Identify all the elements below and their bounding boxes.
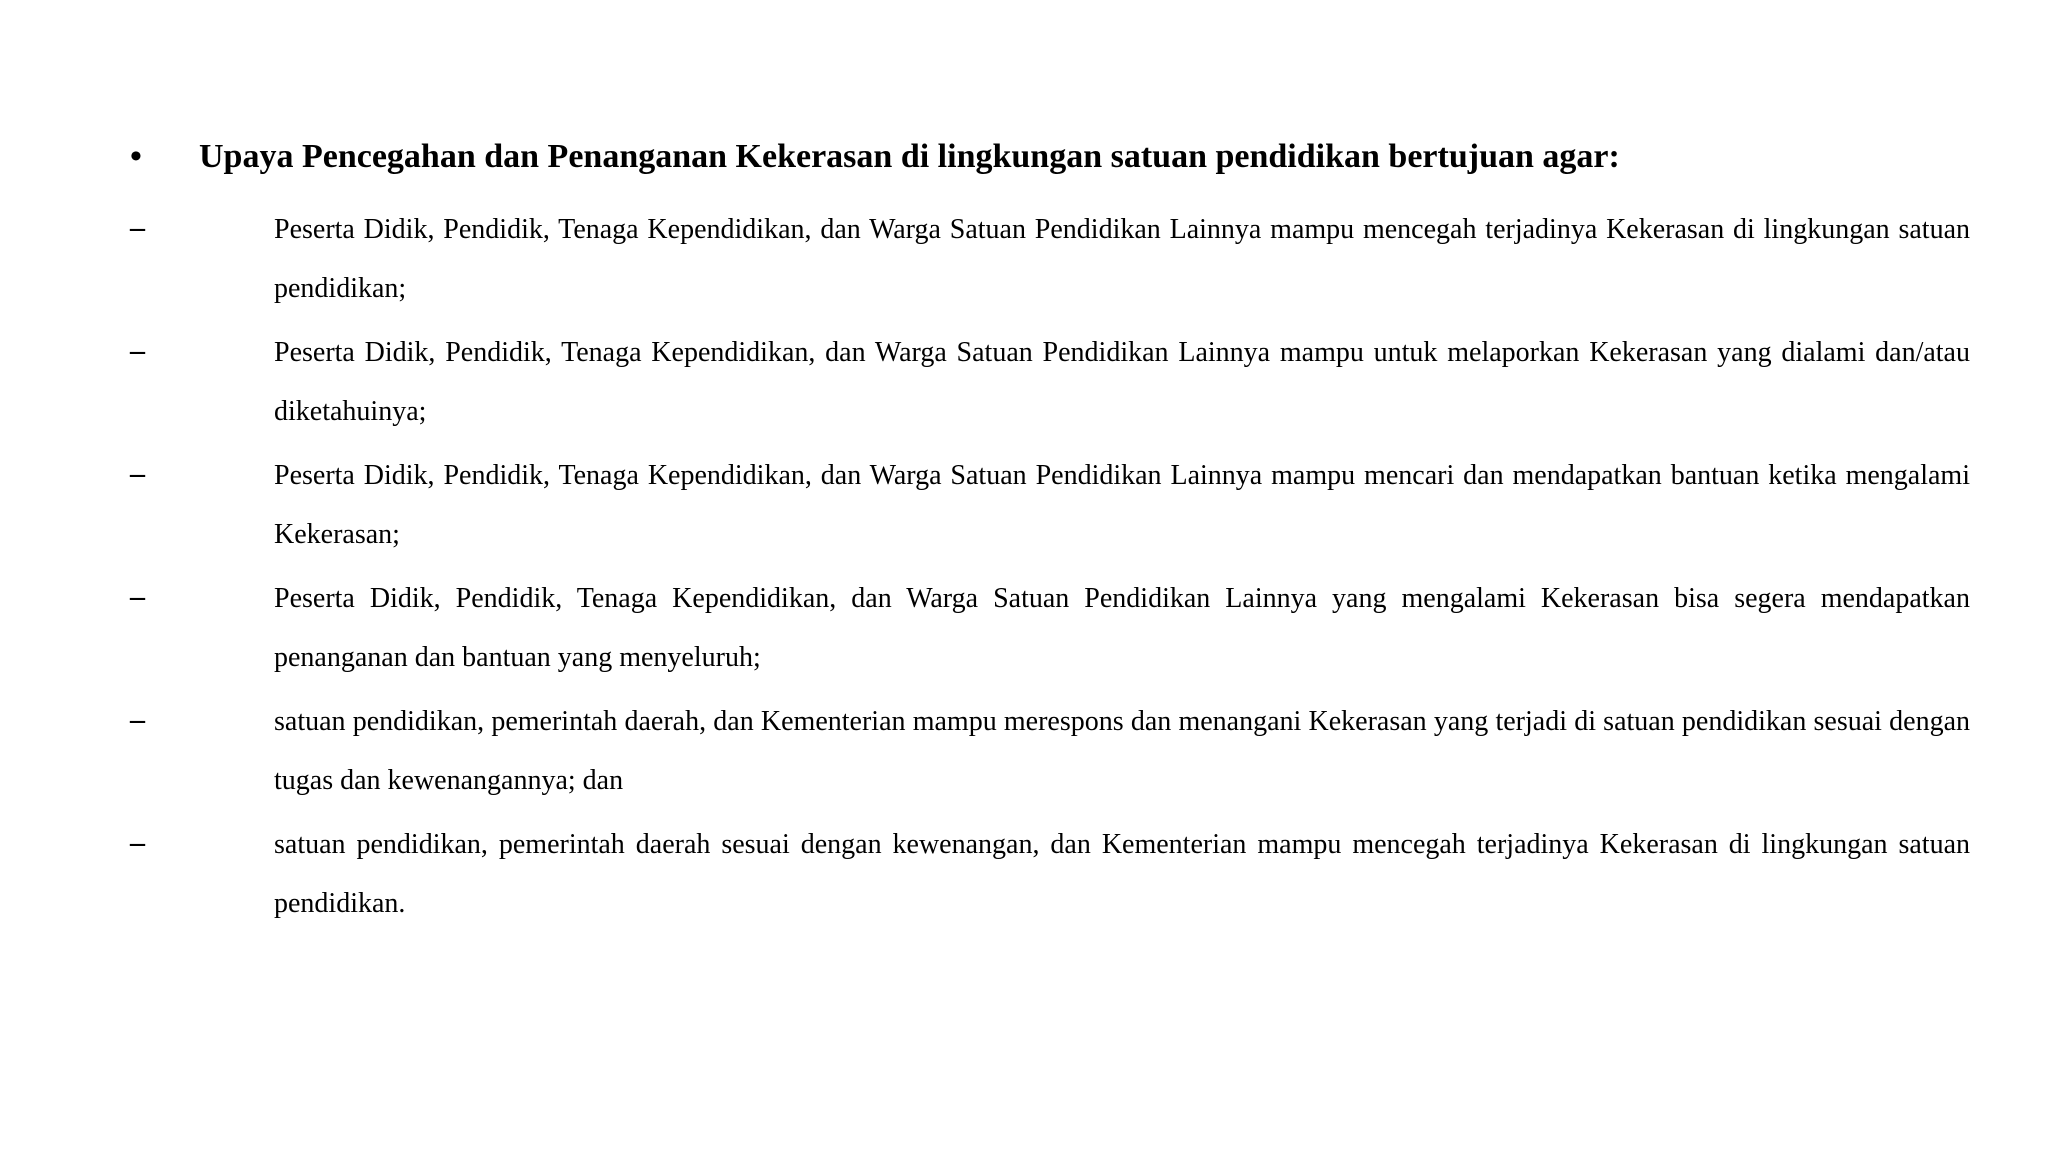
dash-marker-icon: – xyxy=(130,826,145,859)
list-item xyxy=(130,323,1980,446)
dash-marker-icon: – xyxy=(130,580,145,613)
bullet-dot-icon: • xyxy=(130,138,142,175)
dash-marker-icon: – xyxy=(130,457,145,490)
list-item xyxy=(130,569,1980,692)
dash-marker-icon: – xyxy=(130,703,145,736)
list-item xyxy=(130,446,1980,569)
list-item xyxy=(130,200,1980,323)
dash-marker-icon: – xyxy=(130,334,145,367)
goal-list xyxy=(130,200,1980,938)
slide-heading: Upaya Pencegahan dan Penanganan Kekerasan di lingkungan satuan pendidikan bertujuan agar: xyxy=(199,138,1620,175)
dash-marker-icon: – xyxy=(130,211,145,244)
list-item-text: Peserta Didik, Pendidik, Tenaga Kependidikan, dan Warga Satuan Pendidikan Lainnya mampu mencegah terjadinya Kekerasan di lingkungan satuan pendidikan; xyxy=(274,214,1970,304)
list-item-text: Peserta Didik, Pendidik, Tenaga Kependidikan, dan Warga Satuan Pendidikan Lainnya mampu untuk melaporkan Kekerasan yang dialami dan/atau diketahuinya; xyxy=(274,337,1970,427)
list-item xyxy=(130,815,1980,938)
list-item-text: satuan pendidikan, pemerintah daerah sesuai dengan kewenangan, dan Kementerian mampu mencegah terjadinya Kekerasan di lingkungan satuan pendidikan. xyxy=(274,829,1970,919)
list-item-text: Peserta Didik, Pendidik, Tenaga Kependidikan, dan Warga Satuan Pendidikan Lainnya mampu mencari dan mendapatkan bantuan ketika mengalami Kekerasan; xyxy=(274,460,1970,550)
list-item xyxy=(130,692,1980,815)
heading-bullet-row xyxy=(130,134,1980,184)
list-item-text: satuan pendidikan, pemerintah daerah, dan Kementerian mampu merespons dan menangani Kekerasan yang terjadi di satuan pendidikan sesuai dengan tugas dan kewenangannya; dan xyxy=(274,706,1970,796)
list-item-text: Peserta Didik, Pendidik, Tenaga Kependidikan, dan Warga Satuan Pendidikan Lainnya yang mengalami Kekerasan bisa segera mendapatkan penanganan dan bantuan yang menyeluruh; xyxy=(274,583,1970,673)
